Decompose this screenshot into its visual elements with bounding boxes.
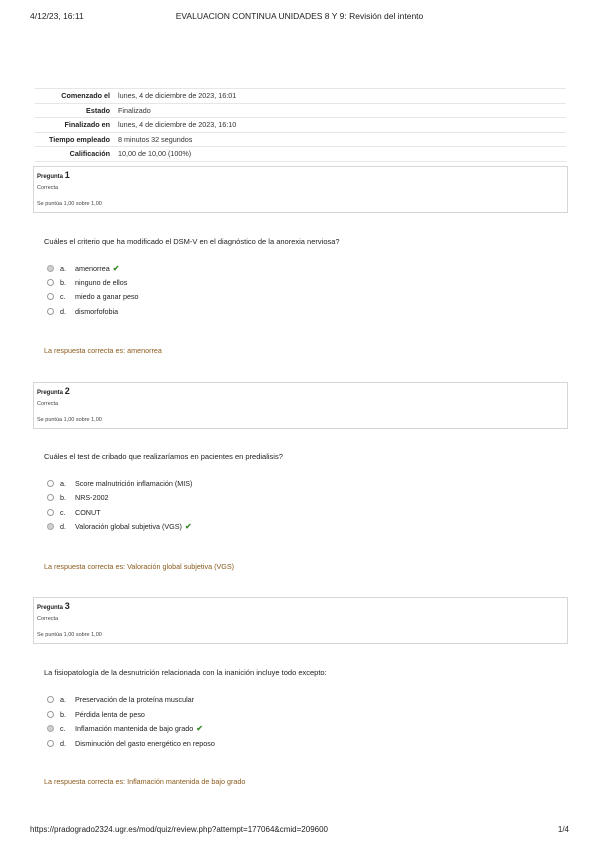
question-info-box	[33, 382, 568, 429]
summary-label: Tiempo empleado	[35, 132, 116, 147]
option-letter: c.	[60, 507, 66, 517]
summary-row	[35, 118, 566, 133]
radio-button[interactable]	[47, 480, 54, 487]
option-letter: b.	[60, 277, 66, 287]
option-text: NRS-2002	[75, 492, 109, 502]
summary-value: Finalizado	[116, 103, 566, 118]
answer-option[interactable]	[47, 478, 192, 488]
print-datetime: 4/12/23, 16:11	[30, 11, 84, 21]
check-icon: ✔	[184, 521, 192, 531]
answer-option[interactable]	[47, 492, 109, 502]
option-letter: d.	[60, 306, 66, 316]
option-text: Preservación de la proteína muscular	[75, 694, 195, 704]
question-number: Pregunta 2	[37, 386, 70, 396]
question-text: La fisiopatología de la desnutrición relacionada con la inanición incluye todo excepto:	[44, 668, 327, 677]
answer-option[interactable]	[47, 694, 194, 704]
summary-value: 8 minutos 32 segundos	[116, 132, 566, 147]
question-number: Pregunta 1	[37, 170, 70, 180]
option-text: CONUT	[75, 507, 101, 517]
question-text: Cuáles el criterio que ha modificado el DSM-V en el diagnóstico de la anorexia nerviosa?	[44, 237, 340, 246]
option-letter: a.	[60, 263, 66, 273]
question-info-box	[33, 166, 568, 213]
question-state: Correcta	[37, 616, 59, 622]
summary-row	[35, 103, 566, 118]
radio-button[interactable]	[47, 523, 54, 530]
option-text: amenorrea	[75, 263, 110, 273]
answer-option[interactable]	[47, 723, 203, 733]
option-letter: a.	[60, 694, 66, 704]
question-state: Correcta	[37, 401, 59, 407]
radio-button[interactable]	[47, 711, 54, 718]
radio-button[interactable]	[47, 725, 54, 732]
option-letter: d.	[60, 521, 66, 531]
radio-button[interactable]	[47, 509, 54, 516]
option-letter: b.	[60, 492, 66, 502]
check-icon: ✔	[196, 723, 203, 733]
question-info-box	[33, 597, 568, 644]
option-letter: c.	[60, 723, 66, 733]
option-text: Valoración global subjetiva (VGS)	[75, 521, 182, 531]
check-icon: ✔	[112, 263, 120, 273]
page-number: 1/4	[557, 825, 569, 834]
answer-option[interactable]	[47, 507, 101, 517]
question-text: Cuáles el test de cribado que realizaríamos en pacientes en predialisis?	[44, 452, 283, 461]
summary-row	[35, 147, 566, 162]
option-text: Disminución del gasto energético en reposo	[75, 738, 215, 748]
answer-option[interactable]	[47, 277, 127, 287]
option-text: Score malnutrición inflamación (MIS)	[75, 478, 193, 488]
radio-button[interactable]	[47, 740, 54, 747]
question-grade: Se puntúa 1,00 sobre 1,00	[37, 632, 102, 638]
option-text: Inflamación mantenida de bajo grado	[75, 723, 194, 733]
correct-answer-feedback: La respuesta correcta es: amenorrea	[44, 346, 162, 355]
footer-url: https://pradogrado2324.ugr.es/mod/quiz/review.php?attempt=177064&cmid=209600	[30, 825, 328, 834]
summary-value: lunes, 4 de diciembre de 2023, 16:10	[116, 118, 566, 133]
option-text: miedo a ganar peso	[75, 291, 139, 301]
option-text: ninguno de ellos	[75, 277, 128, 287]
radio-button[interactable]	[47, 293, 54, 300]
question-number: Pregunta 3	[37, 601, 70, 611]
question-grade: Se puntúa 1,00 sobre 1,00	[37, 417, 102, 423]
answer-option[interactable]	[47, 291, 139, 301]
summary-row	[35, 132, 566, 147]
summary-label: Comenzado el	[35, 89, 116, 104]
summary-row	[35, 89, 566, 104]
radio-button[interactable]	[47, 308, 54, 315]
answer-option[interactable]	[47, 306, 118, 316]
option-text: Pérdida lenta de peso	[75, 709, 145, 719]
question-grade: Se puntúa 1,00 sobre 1,00	[37, 201, 102, 207]
answer-option[interactable]	[47, 738, 215, 748]
summary-value: 10,00 de 10,00 (100%)	[116, 147, 566, 162]
correct-answer-feedback: La respuesta correcta es: Inflamación mantenida de bajo grado	[44, 777, 246, 786]
page-title: EVALUACION CONTINUA UNIDADES 8 Y 9: Revisión del intento	[175, 11, 424, 21]
option-letter: d.	[60, 738, 66, 748]
answer-option[interactable]	[47, 709, 145, 719]
answer-option[interactable]	[47, 263, 119, 273]
radio-button[interactable]	[47, 494, 54, 501]
radio-button[interactable]	[47, 696, 54, 703]
summary-label: Finalizado en	[35, 118, 116, 133]
radio-button[interactable]	[47, 279, 54, 286]
summary-label: Estado	[35, 103, 116, 118]
question-state: Correcta	[37, 185, 59, 191]
summary-value: lunes, 4 de diciembre de 2023, 16:01	[116, 89, 566, 104]
option-letter: b.	[60, 709, 66, 719]
option-letter: c.	[60, 291, 66, 301]
summary-label: Calificación	[35, 147, 116, 162]
option-letter: a.	[60, 478, 66, 488]
answer-option[interactable]	[47, 521, 192, 531]
option-text: dismorfofobia	[75, 306, 119, 316]
radio-button[interactable]	[47, 265, 54, 272]
attempt-summary-table	[35, 88, 566, 162]
correct-answer-feedback: La respuesta correcta es: Valoración global subjetiva (VGS)	[44, 562, 235, 571]
